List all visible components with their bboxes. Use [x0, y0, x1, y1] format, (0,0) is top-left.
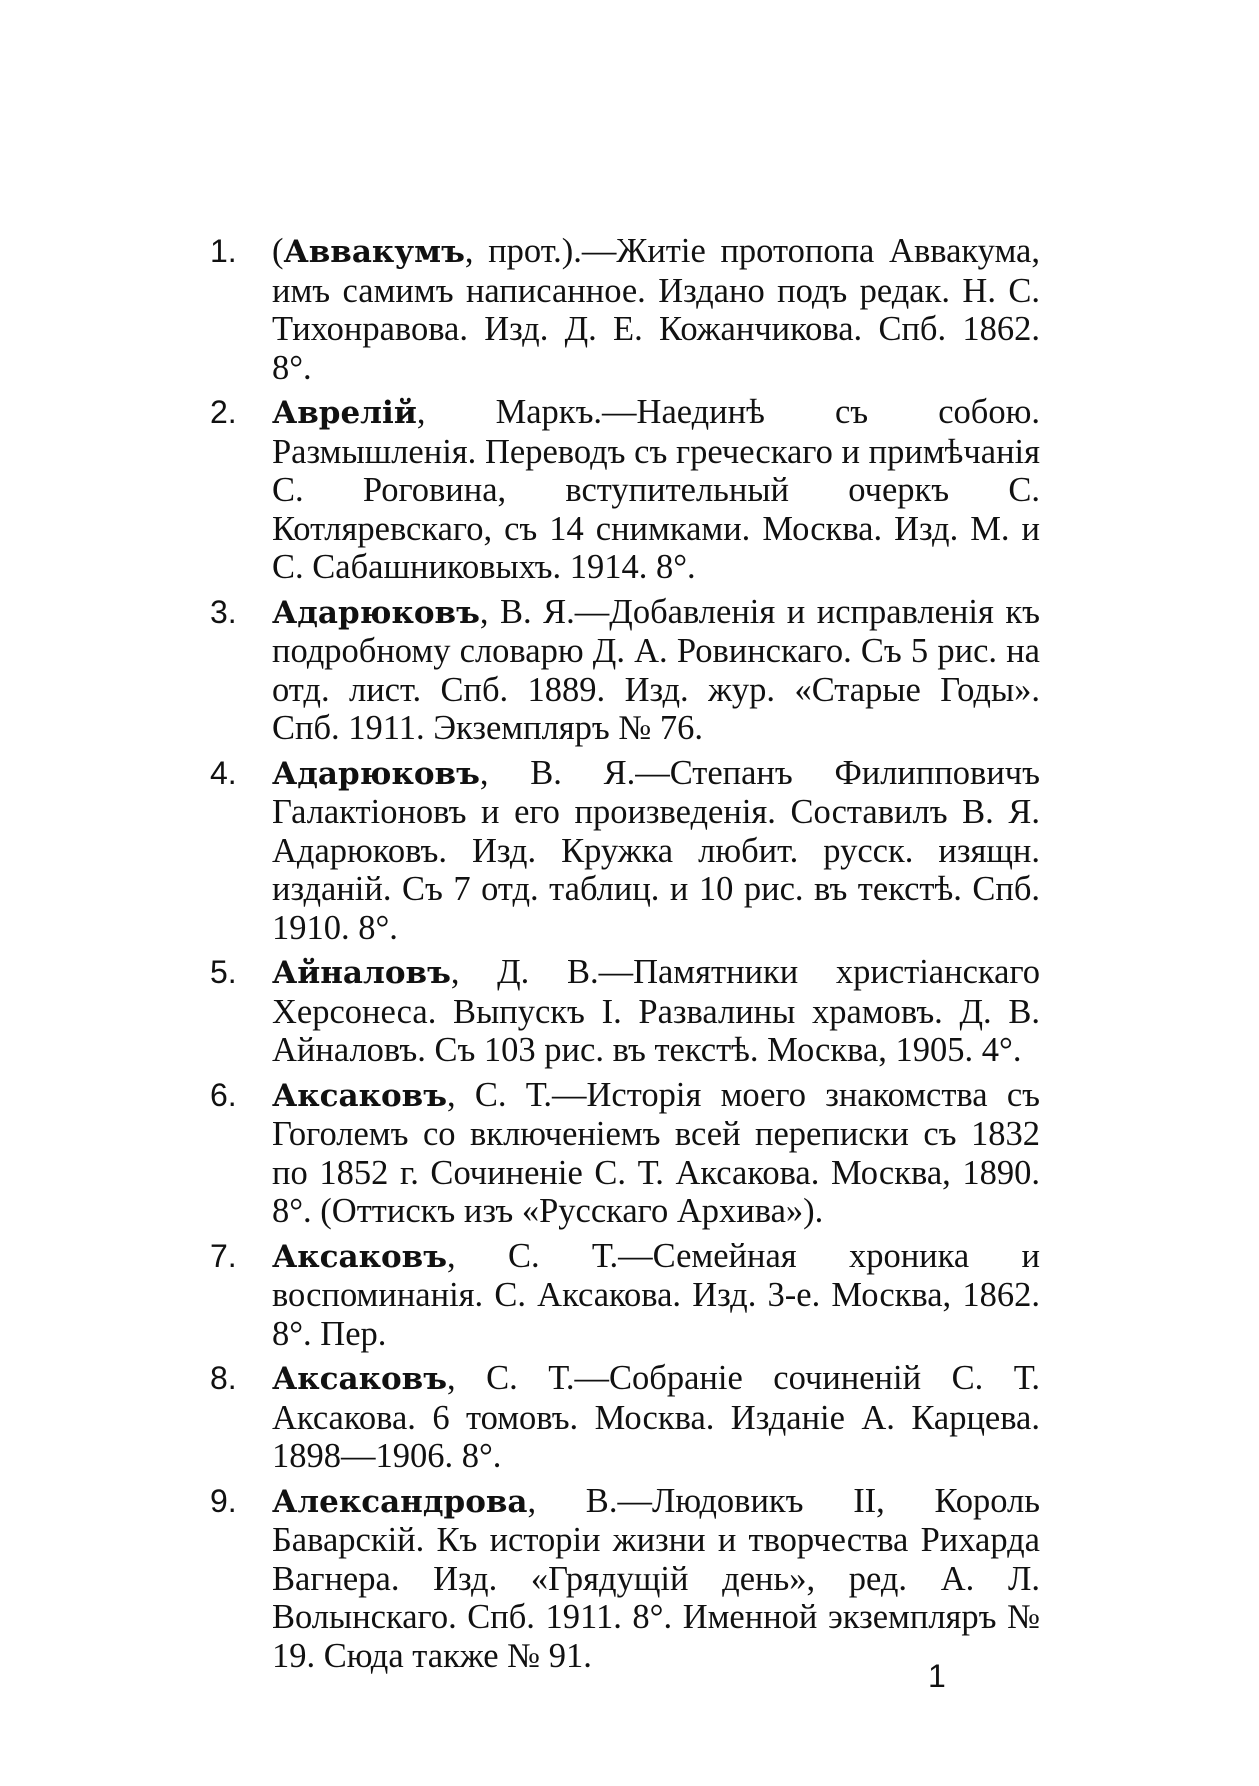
- entry-text: , В.—Людовикъ II, Король Баварскій. Къ исторіи жизни и творчества Рихарда Вагнера. Изд. «Грядущій день», ред. А. Л. Волынскаго. Спб. 1911. 8°. Именной экземпляръ № 19. Сюда также № 91.: [272, 1481, 1040, 1675]
- bibliography-entry-4: [210, 754, 1040, 948]
- entry-text: , С. Т.—Семейная хроника и воспоминанія. С. Аксакова. Изд. 3-е. Москва, 1862. 8°. Пер.: [272, 1236, 1040, 1353]
- entry-number: 9.: [210, 1482, 237, 1519]
- entry-prefix: (: [272, 232, 284, 270]
- entry-author: Аксаковъ: [272, 1238, 447, 1275]
- entry-number: 7.: [210, 1237, 237, 1274]
- bibliography-entry-7: [210, 1237, 1040, 1354]
- entry-number: 4.: [210, 754, 237, 791]
- entry-text: , Маркъ.—Наединѣ съ собою. Размышленія. Переводъ съ греческаго и примѣчанія С. Роговина, вступительный очеркъ С. Котляревскаго, съ 14 снимками. Москва. Изд. М. и С. Сабашниковыхъ. 1914. 8°.: [272, 393, 1040, 586]
- entry-author: Аксаковъ: [272, 1077, 447, 1114]
- entry-number: 3.: [210, 593, 237, 630]
- entry-author: Александрова: [272, 1483, 528, 1520]
- bibliography-entry-1: [210, 232, 1040, 387]
- bibliography-list: [210, 232, 1040, 1681]
- entry-text: , С. Т.—Исторія моего знакомства съ Гоголемъ со включеніемъ всей переписки съ 1832 по 1852 г. Сочиненіе С. Т. Аксакова. Москва, 1890. 8°. (Оттискъ изъ «Русскаго Архива»).: [272, 1075, 1040, 1230]
- entry-text: , В. Я.—Степанъ Филипповичъ Галактіоновъ и его произведенія. Составилъ В. Я. Адарюковъ. Изд. Кружка любит. русск. изящн. изданій. Съ 7 отд. таблиц. и 10 рис. въ текстѣ. Спб. 1910. 8°.: [272, 753, 1040, 947]
- bibliography-entry-6: [210, 1076, 1040, 1231]
- entry-author: Адарюковъ: [272, 594, 480, 631]
- bibliography-entry-9: [210, 1482, 1040, 1676]
- entry-number: 5.: [210, 954, 237, 990]
- entry-number: 6.: [210, 1076, 237, 1113]
- entry-number: 2.: [210, 394, 237, 430]
- entry-number: 1.: [210, 233, 237, 269]
- entry-author: Аввакумъ: [283, 234, 465, 270]
- entry-text: , Д. В.—Памятники христіанскаго Херсонеса. Выпускъ I. Развалины храмовъ. Д. В. Айналовъ. Съ 103 рис. въ текстѣ. Москва, 1905. 4°.: [272, 953, 1040, 1069]
- entry-author: Айналовъ: [272, 955, 451, 991]
- page-number: 1: [928, 1658, 946, 1694]
- bibliography-entry-5: [210, 953, 1040, 1070]
- entry-text: , В. Я.—Добавленія и исправленія къ подробному словарю Д. А. Ровинскаго. Съ 5 рис. на отд. лист. Спб. 1889. Изд. жур. «Старые Годы». Спб. 1911. Экземпляръ № 76.: [272, 592, 1040, 747]
- bibliography-entry-2: [210, 393, 1040, 587]
- entry-author: Адарюковъ: [272, 755, 480, 792]
- entry-text: , С. Т.—Собраніе сочиненій С. Т. Аксакова. 6 томовъ. Москва. Изданіе А. Карцева. 1898—1906. 8°.: [272, 1359, 1040, 1475]
- entry-text: , прот.).—Житіе протопопа Аввакума, имъ самимъ написанное. Издано подъ редак. Н. С. Тихонравова. Изд. Д. Е. Кожанчикова. Спб. 1862. 8°.: [272, 232, 1040, 387]
- entry-number: 8.: [210, 1360, 237, 1396]
- bibliography-entry-8: [210, 1359, 1040, 1476]
- entry-author: Аврелій: [272, 395, 417, 431]
- bibliography-entry-3: [210, 593, 1040, 748]
- entry-author: Аксаковъ: [272, 1361, 447, 1397]
